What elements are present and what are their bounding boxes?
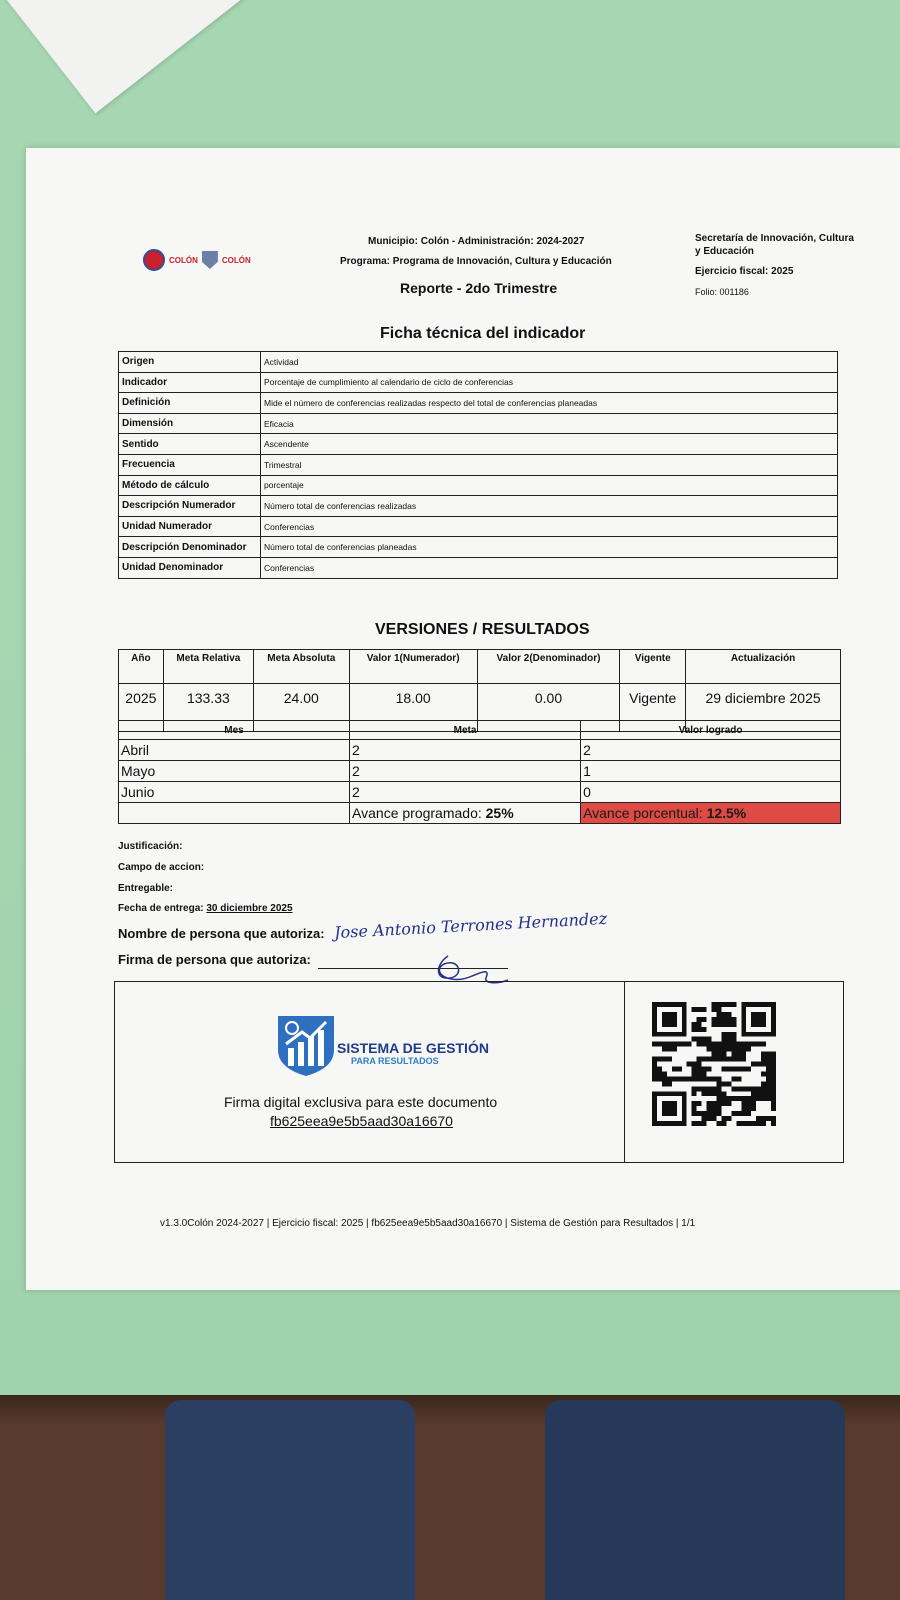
- ficha-value: Ascendente: [261, 434, 838, 455]
- report-title: Reporte - 2do Trimestre: [400, 280, 558, 296]
- versiones-title: VERSIONES / RESULTADOS: [375, 621, 590, 638]
- avance-programado: Avance programado: 25%: [350, 803, 581, 824]
- ficha-value: Número total de conferencias planeadas: [261, 537, 838, 558]
- document-hash-link[interactable]: fb625eea9e5b5aad30a16670: [270, 1113, 453, 1129]
- logo-text: COLÓN: [169, 255, 198, 265]
- nombre-autoriza-label: Nombre de persona que autoriza:: [118, 926, 325, 941]
- footer-text: v1.3.0Colón 2024-2027 | Ejercicio fiscal: 2025 | fb625eea9e5b5aad30a16670 | Sistema de Gestión para Resultados | 1/1: [160, 1218, 696, 1229]
- ficha-row: [119, 475, 838, 496]
- handwritten-name: Jose Antonio Terrones Hernandez: [333, 908, 608, 943]
- ficha-key: Descripción Denominador: [119, 537, 261, 558]
- folio-line: Folio: 001186: [695, 287, 749, 297]
- firma-autoriza-label: Firma de persona que autoriza:: [118, 952, 311, 967]
- ficha-key: Definición: [119, 393, 261, 414]
- ficha-value: Número total de conferencias realizadas: [261, 496, 838, 517]
- col-meta: Meta: [350, 721, 581, 740]
- fecha-entrega: Fecha de entrega: 30 diciembre 2025: [118, 903, 293, 914]
- versiones-value: 18.00: [349, 684, 477, 732]
- versiones-value: 2025: [119, 684, 164, 732]
- ficha-value: Trimestral: [261, 454, 838, 475]
- versiones-header: Meta Absoluta: [254, 650, 350, 684]
- ficha-title: Ficha técnica del indicador: [380, 325, 586, 342]
- ficha-value: Conferencias: [261, 557, 838, 578]
- mes-cell-mes: Mayo: [119, 761, 350, 782]
- firma-digital-text: Firma digital exclusiva para este documento: [224, 1094, 498, 1110]
- versiones-value: 29 diciembre 2025: [686, 684, 841, 732]
- justificacion-label: Justificación:: [118, 841, 183, 852]
- ficha-row: [119, 413, 838, 434]
- entregable-label: Entregable:: [118, 883, 174, 894]
- mes-cell-valor: 0: [581, 782, 841, 803]
- col-mes: Mes: [119, 721, 350, 740]
- mes-row: [119, 761, 841, 782]
- versiones-header: Meta Relativa: [163, 650, 253, 684]
- secretaria-line: Secretaría de Innovación, Cultura y Educación: [695, 233, 854, 257]
- versiones-header: Año: [119, 650, 164, 684]
- ficha-key: Unidad Denominador: [119, 557, 261, 578]
- ejercicio-line: Ejercicio fiscal: 2025: [695, 266, 794, 277]
- mes-cell-mes: Abril: [119, 740, 350, 761]
- ficha-row: [119, 454, 838, 475]
- municipality-logo: [143, 249, 255, 271]
- mes-cell-meta: 2: [350, 761, 581, 782]
- versiones-value: Vigente: [620, 684, 686, 732]
- programa-line: Programa: Programa de Innovación, Cultura y Educación: [340, 256, 612, 267]
- versiones-value: 0.00: [477, 684, 620, 732]
- versiones-header: Valor 1(Numerador): [349, 650, 477, 684]
- ficha-key: Origen: [119, 352, 261, 373]
- ficha-value: Mide el número de conferencias realizadas respecto del total de conferencias planeadas: [261, 393, 838, 414]
- ficha-row: [119, 434, 838, 455]
- mes-cell-valor: 1: [581, 761, 841, 782]
- avance-empty-cell: [119, 803, 350, 824]
- mes-cell-meta: 2: [350, 740, 581, 761]
- ficha-value: Porcentaje de cumplimiento al calendario de ciclo de conferencias: [261, 372, 838, 393]
- mes-row: [119, 782, 841, 803]
- emblem-icon: [143, 249, 165, 271]
- brand-line-2: PARA RESULTADOS: [351, 1056, 439, 1066]
- ficha-key: Sentido: [119, 434, 261, 455]
- avance-porcentual: Avance porcentual: 12.5%: [581, 803, 841, 824]
- ficha-row: [119, 352, 838, 373]
- ficha-row: [119, 496, 838, 517]
- versiones-value: 24.00: [254, 684, 350, 732]
- ficha-value: Conferencias: [261, 516, 838, 537]
- ficha-row: [119, 537, 838, 558]
- qr-code-icon: [652, 1002, 776, 1126]
- versiones-header: Vigente: [620, 650, 686, 684]
- box-divider: [624, 981, 625, 1163]
- ficha-row: [119, 557, 838, 578]
- mes-cell-meta: 2: [350, 782, 581, 803]
- ficha-key: Método de cálculo: [119, 475, 261, 496]
- ficha-row: [119, 393, 838, 414]
- ficha-row: [119, 372, 838, 393]
- ficha-table: [118, 351, 838, 579]
- ficha-key: Unidad Numerador: [119, 516, 261, 537]
- versiones-header: Valor 2(Denominador): [477, 650, 620, 684]
- ficha-value: porcentaje: [261, 475, 838, 496]
- sistema-gestion-logo-icon: [276, 1014, 336, 1078]
- logo-text-2: COLÓN: [221, 255, 251, 265]
- meses-table: [118, 720, 841, 824]
- ficha-key: Dimensión: [119, 413, 261, 434]
- campo-accion-label: Campo de accion:: [118, 862, 205, 873]
- shield-icon: [202, 251, 218, 269]
- versiones-header: Actualización: [686, 650, 841, 684]
- municipio-line: Municipio: Colón - Administración: 2024-2027: [368, 236, 585, 247]
- ficha-key: Frecuencia: [119, 454, 261, 475]
- mes-cell-valor: 2: [581, 740, 841, 761]
- background-leg-right: [545, 1400, 845, 1600]
- background-leg-left: [165, 1400, 415, 1600]
- versiones-value: 133.33: [163, 684, 253, 732]
- ficha-row: [119, 516, 838, 537]
- ficha-value: Eficacia: [261, 413, 838, 434]
- ficha-key: Descripción Numerador: [119, 496, 261, 517]
- ficha-key: Indicador: [119, 372, 261, 393]
- brand-line-1: SISTEMA DE GESTIÓN: [337, 1040, 489, 1056]
- ficha-value: Actividad: [261, 352, 838, 373]
- mes-cell-mes: Junio: [119, 782, 350, 803]
- mes-row: [119, 740, 841, 761]
- col-valor: Valor logrado: [581, 721, 841, 740]
